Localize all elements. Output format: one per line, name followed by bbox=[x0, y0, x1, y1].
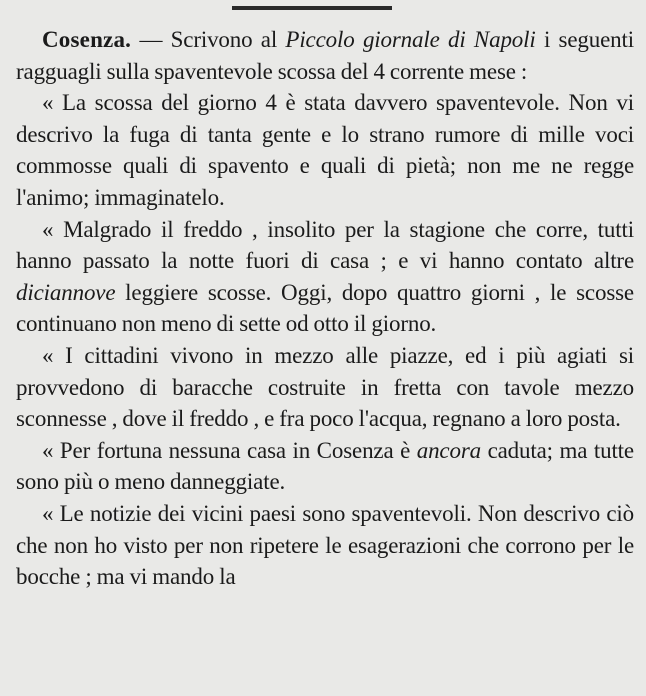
paragraph-2-start: « Malgrado il freddo , insolito per la stagione che corre, tutti hanno passato la notte fuori di casa ; e vi hanno contato altre bbox=[16, 216, 634, 274]
lead-dash: — Scrivono al bbox=[131, 27, 286, 52]
paragraph-4-italic: ancora bbox=[416, 437, 481, 463]
lead-source: Piccolo giornale di Napoli bbox=[285, 27, 536, 52]
paragraph-2 bbox=[16, 214, 634, 340]
article-lead bbox=[16, 24, 634, 87]
paragraph-4-end: caduta; ma tutte sono più o meno danneggiate. bbox=[16, 437, 634, 495]
paragraph-4 bbox=[16, 435, 634, 498]
paragraph-1: « La scossa del giorno 4 è stata davvero spaventevole. Non vi descrivo la fuga di tanta gente e lo strano rumore di mille voci commosse quali di spavento e quali di pietà; non me ne regge l'animo; immaginatelo. bbox=[16, 90, 634, 210]
lead-rest: i seguenti ragguagli sulla spaventevole scossa del 4 corrente mese : bbox=[16, 27, 634, 84]
paragraph-3: « I cittadini vivono in mezzo alle piazze, ed i più agiati si provvedono di baracche costruite in fretta con tavole mezzo sconnesse , dove il freddo , e fra poco l'acqua, regnano a loro posta. bbox=[16, 342, 634, 432]
paragraph-5: « Le notizie dei vicini paesi sono spaventevoli. Non descrivo ciò che non ho visto per non ripetere le esagerazioni che corrono per le bocche ; ma vi mando la bbox=[16, 500, 634, 590]
paragraph-4-start: « Per fortuna nessuna casa in Cosenza è bbox=[42, 437, 417, 463]
article-body bbox=[16, 24, 634, 593]
top-rule bbox=[232, 6, 392, 10]
paragraph-2-end: leggiere scosse. Oggi, dopo quattro giorni , le scosse continuano non meno di sette od otto il giorno. bbox=[16, 279, 634, 337]
article-heading: Cosenza. bbox=[42, 27, 132, 52]
paragraph-2-italic: diciannove bbox=[16, 279, 116, 305]
